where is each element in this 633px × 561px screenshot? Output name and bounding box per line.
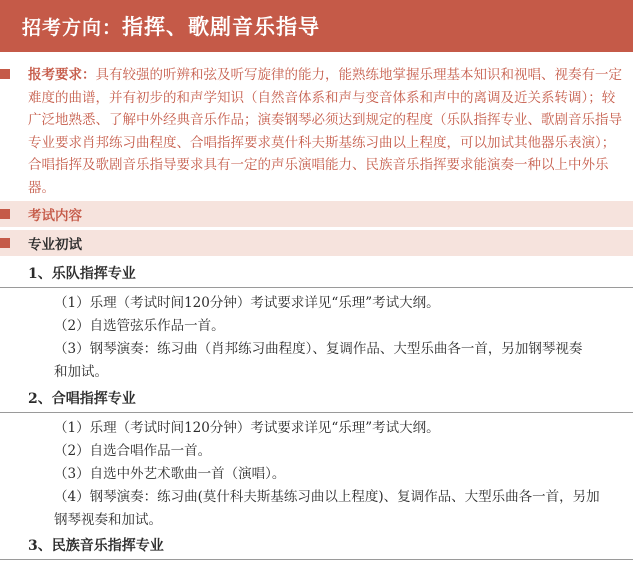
requirements-body: 具有较强的听辨和弦及听写旋律的能力，能熟练地掌握乐理基本知识和视唱、视奏有一定难度的曲谱，并有初步的和声学知识（自然音体系和声与变音体系和声中的离调及近关系转调）；较广泛地熟悉、了解中外经典音乐作品；演奏钢琴必须达到规定的程度（乐队指挥专业、歌剧音乐指导专业要求肖邦练习曲程度、合唱指挥要求莫什科夫斯基练习曲以上程度，可以加试其他器乐表演）；合唱指挥及歌剧音乐指导要求具有一定的声乐演唱能力、民族音乐指挥要求能演奏一种以上中外乐器。 — [28, 67, 622, 196]
page-header — [0, 0, 633, 52]
list-item: （1）乐理（考试时间120分钟）考试要求详见“乐理”考试大纲。 — [54, 295, 440, 311]
title-prefix: 招考方向： — [22, 17, 123, 39]
list-item: 钢琴视奏和加试。 — [54, 512, 162, 528]
prelim-bar — [0, 230, 633, 256]
section-title: 2、合唱指挥专业 — [28, 391, 136, 407]
section-marker — [0, 69, 10, 79]
list-item: （4）钢琴演奏：练习曲(莫什科夫斯基练习曲以上程度)、复调作品、大型乐曲各一首，另加 — [54, 489, 600, 505]
section-heading — [0, 384, 633, 413]
section-marker — [0, 209, 10, 219]
section-title: 1、乐队指挥专业 — [28, 266, 136, 282]
section-items — [54, 292, 628, 384]
prelim-label: 专业初试 — [28, 237, 82, 253]
requirements-label: 报考要求： — [28, 67, 96, 83]
section-marker — [0, 238, 10, 248]
page-title — [22, 11, 320, 41]
section-items — [54, 417, 628, 532]
list-item: （3）自选中外艺术歌曲一首（演唱）。 — [54, 466, 286, 482]
title-main: 指挥、歌剧音乐指导 — [122, 14, 321, 39]
section-heading — [0, 259, 633, 288]
list-item: （3）钢琴演奏：练习曲（肖邦练习曲程度）、复调作品、大型乐曲各一首，另加钢琴视奏 — [54, 341, 583, 357]
section-title: 3、民族音乐指挥专业 — [28, 538, 164, 554]
requirements-text — [28, 64, 624, 199]
list-item: 和加试。 — [54, 364, 108, 380]
exam-content-label: 考试内容 — [28, 208, 82, 224]
section-heading — [0, 531, 633, 560]
list-item: （2）自选合唱作品一首。 — [54, 443, 212, 459]
list-item: （1）乐理（考试时间120分钟）考试要求详见“乐理”考试大纲。 — [54, 420, 440, 436]
exam-content-bar — [0, 201, 633, 227]
list-item: （2）自选管弦乐作品一首。 — [54, 318, 225, 334]
